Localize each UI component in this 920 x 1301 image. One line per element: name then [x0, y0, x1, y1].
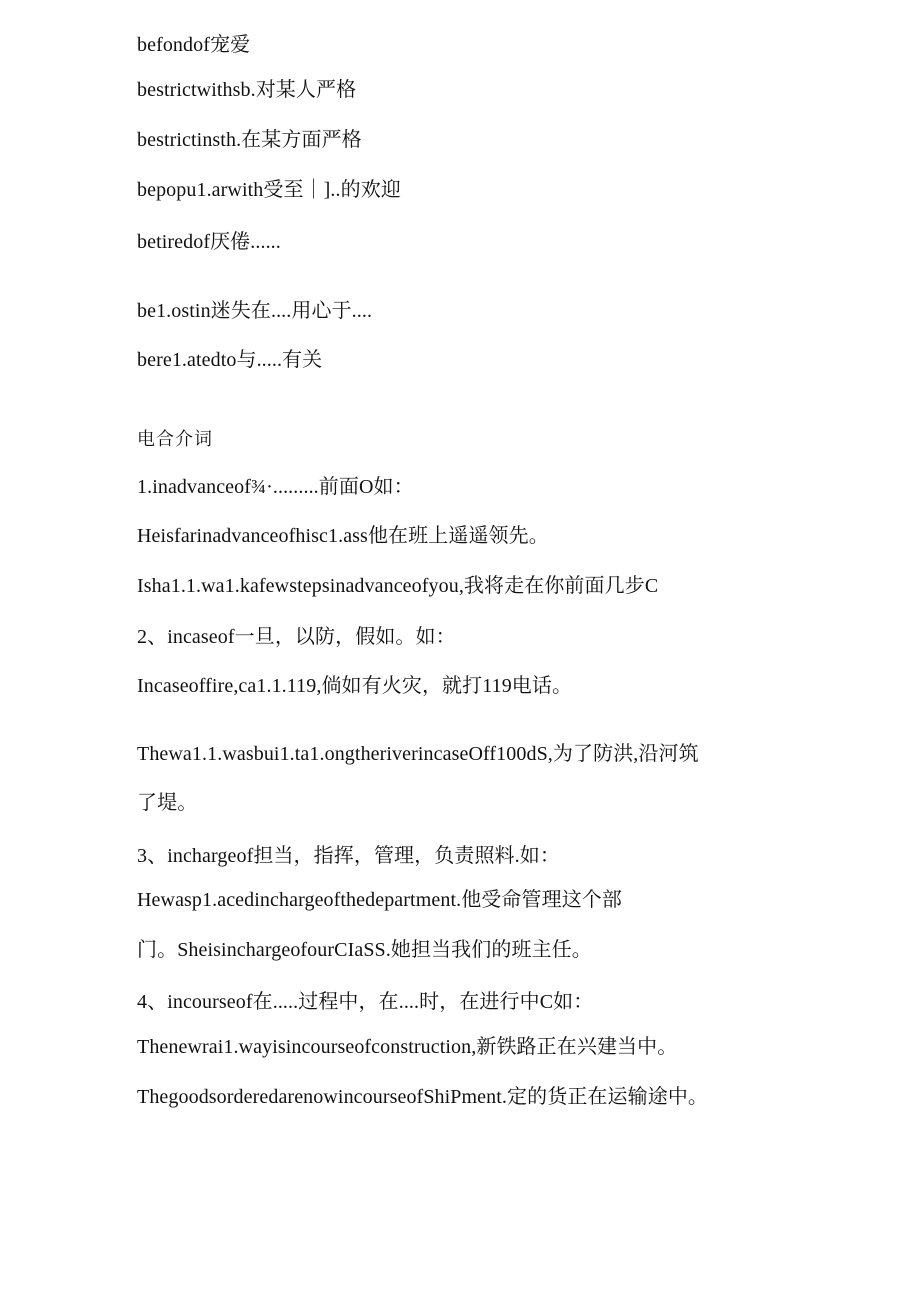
- phrase-be-related-to: bere1.atedto与.....有关: [137, 349, 323, 371]
- example-sentence: ThegoodsorderedarenowincourseofShiPment.定的货正在运输途中。: [137, 1086, 709, 1108]
- example-sentence: Hewasp1.acedinchargeofthedepartment.他受命管理这个部: [137, 889, 622, 911]
- phrase-be-lost-in: be1.ostin迷失在....用心于....: [137, 300, 373, 322]
- phrase-be-strict-with: bestrictwithsb.对某人严格: [137, 79, 357, 101]
- example-sentence: Isha1.1.wa1.kafewstepsinadvanceofyou,我将走在你前面几步C: [137, 575, 659, 597]
- example-sentence: Heisfarinadvanceofhisc1.ass他在班上遥遥领先。: [137, 525, 549, 547]
- example-sentence: Thewa1.1.wasbui1.ta1.ongtheriverincaseOff100dS,为了防洪,沿河筑: [137, 743, 699, 765]
- example-sentence: Incaseoffire,ca1.1.119,倘如有火灾，就打119电话。: [137, 675, 573, 697]
- example-sentence: Thenewrai1.wayisincourseofconstruction,新铁路正在兴建当中。: [137, 1036, 678, 1058]
- phrase-be-fond-of: befondof宠爱: [137, 34, 251, 56]
- phrase-be-strict-in: bestrictinsth.在某方面严格: [137, 129, 362, 151]
- phrase-be-popular-with: bepopu1.arwith受至｜]..的欢迎: [137, 179, 401, 201]
- entry-in-case-of: 2、incaseof一旦，以防，假如。如：: [137, 626, 456, 648]
- section-heading: 电合介词: [137, 429, 213, 450]
- entry-in-charge-of: 3、inchargeof担当，指挥，管理，负责照料.如：: [137, 845, 560, 867]
- example-sentence: 门。SheisinchargeofourCIaSS.她担当我们的班主任。: [137, 939, 592, 961]
- entry-in-advance-of: 1.inadvanceof¾·.........前面O如：: [137, 476, 414, 498]
- entry-in-course-of: 4、incourseof在.....过程中，在....时，在进行中C如：: [137, 991, 594, 1013]
- example-sentence-continued: 了堤。: [137, 792, 198, 814]
- phrase-be-tired-of: betiredof厌倦......: [137, 231, 281, 253]
